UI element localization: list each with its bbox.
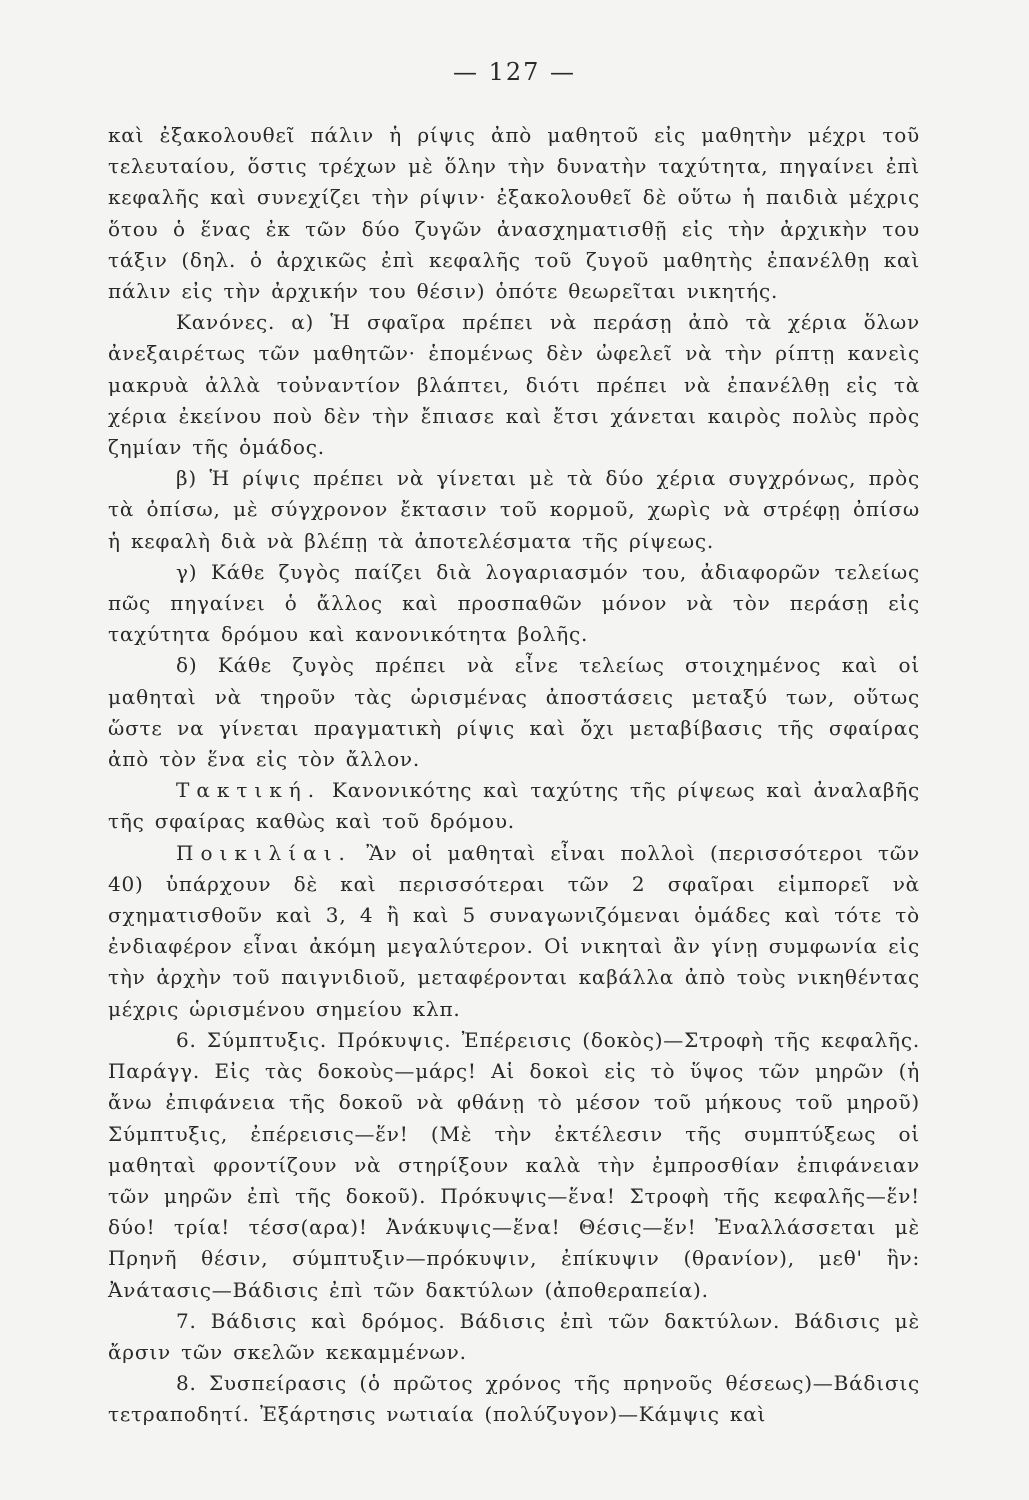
page-body (108, 120, 920, 1431)
paragraph-rules-d: δ) Κάθε ζυγὸς πρέπει νὰ εἶνε τελείως στοιχημένος καὶ οἱ μαθηταὶ νὰ τηροῦν τὰς ὡρισμένας ἀποστάσεις μεταξύ των, οὕτως ὥστε να γίνεται πραγματικὴ ρίψις καὶ ὄχι μεταβίβασις τῆς σφαίρας ἀπὸ τὸν ἕνα εἰς τὸν ἄλλον. (108, 653, 920, 772)
tactics-heading: Τακτική. (176, 778, 322, 803)
paragraph-section-6: 6. Σύμπτυξις. Πρόκυψις. Ἐπέρεισις (δοκὸς)—Στροφὴ τῆς κεφαλῆς. Παράγγ. Εἰς τὰς δοκοὺς—μάρς! Αἱ δοκοὶ εἰς τὸ ὕψος τῶν μηρῶν (ἡ ἄνω ἐπιφάνεια τῆς δοκοῦ νὰ φθάνῃ τὸ μέσον τοῦ μήκους τοῦ μηροῦ) Σύμπτυξις, ἐπέρεισις—ἕν! (Μὲ τὴν ἐκτέλεσιν τῆς συμπτύξεως οἱ μαθηταὶ φροντίζουν νὰ στηρίξουν καλὰ τὴν ἐμπροσθίαν ἐπιφάνειαν τῶν μηρῶν ἐπὶ τῆς δοκοῦ). Πρόκυψις—ἕνα! Στροφὴ τῆς κεφαλῆς—ἕν! δύο! τρία! τέσσ(αρα)! Ἀνάκυψις—ἕνα! Θέσις—ἕν! Ἐναλλάσσεται μὲ Πρηνῆ θέσιν, σύμπτυξιν—πρόκυψιν, ἐπίκυψιν (θρανίον), μεθ' ἣν: Ἀνάτασις—Βάδισις ἐπὶ τῶν δακτύλων (ἀποθεραπεία). (108, 1027, 920, 1302)
paragraph-section-7: 7. Βάδισις καὶ δρόμος. Βάδισις ἐπὶ τῶν δακτύλων. Βάδισις μὲ ἄρσιν τῶν σκελῶν κεκαμμένων. (108, 1308, 920, 1364)
paragraph-variations (108, 838, 920, 1025)
page-number: — 127 — (452, 58, 577, 86)
paragraph-section-8: 8. Συσπείρασις (ὁ πρῶτος χρόνος τῆς πρηνοῦς θέσεως)—Βάδισις τετραποδητί. Ἐξάρτησις νωτιαία (πολύζυγον)—Κάμψις καὶ (108, 1371, 920, 1427)
tactics-text: Κανονικότης καὶ ταχύτης τῆς ρίψεως καὶ ἀναλαβῆς τῆς σφαίρας καθὼς καὶ τοῦ δρόμου. (108, 778, 920, 834)
paragraph-rules-a: Κανόνες. α) Ἡ σφαῖρα πρέπει νὰ περάσῃ ἀπὸ τὰ χέρια ὅλων ἀνεξαιρέτως τῶν μαθητῶν· ἑπομένως δὲν ὠφελεῖ νὰ τὴν ρίπτῃ κανεὶς μακρυὰ ἀλλὰ τοὐναντίον βλάπτει, διότι πρέπει νὰ ἐπανέλθῃ εἰς τὰ χέρια ἐκείνου ποὺ δὲν τὴν ἔπιασε καὶ ἔτσι χάνεται καιρὸς πολὺς πρὸς ζημίαν τῆς ὁμάδος. (108, 310, 920, 460)
paragraph-1: καὶ ἐξακολουθεῖ πάλιν ἡ ρίψις ἀπὸ μαθητοῦ εἰς μαθητὴν μέχρι τοῦ τελευταίου, ὅστις τρέχων μὲ ὅλην τὴν δυνατὴν ταχύτητα, πηγαίνει ἐπὶ κεφαλῆς καὶ συνεχίζει τὴν ρίψιν· ἐξακολουθεῖ δὲ οὕτω ἡ παιδιὰ μέχρις ὅτου ὁ ἕνας ἐκ τῶν δύο ζυγῶν ἀνασχηματισθῇ εἰς τὴν ἀρχικὴν του τάξιν (δηλ. ὁ ἀρχικῶς ἐπὶ κεφαλῆς τοῦ ζυγοῦ μαθητὴς ἐπανέλθῃ καὶ πάλιν εἰς τὴν ἀρχικήν του θέσιν) ὁπότε θεωρεῖται νικητής. (108, 123, 920, 304)
variations-heading: Ποικιλίαι. (176, 840, 352, 865)
paragraph-tactics (108, 775, 920, 837)
paragraph-rules-c: γ) Κάθε ζυγὸς παίζει διὰ λογαριασμόν του, ἀδιαφορῶν τελείως πῶς πηγαίνει ὁ ἄλλος καὶ προσπαθῶν μόνον νὰ τὸν περάσῃ εἰς ταχύτητα δρόμου καὶ κανονικότητα βολῆς. (108, 559, 920, 647)
paragraph-rules-b: β) Ἡ ρίψις πρέπει νὰ γίνεται μὲ τὰ δύο χέρια συγχρόνως, πρὸς τὰ ὀπίσω, μὲ σύγχρονον ἔκτασιν τοῦ κορμοῦ, χωρὶς νὰ στρέφῃ ὀπίσω ἡ κεφαλὴ διὰ νὰ βλέπῃ τὰ ἀποτελέσματα τῆς ρίψεως. (108, 466, 920, 553)
variations-text: Ἂν οἱ μαθηταὶ εἶναι πολλοὶ (περισσότεροι τῶν 40) ὑπάρχουν δὲ καὶ περισσότεραι τῶν 2 σφαῖραι εἱμπορεῖ νὰ σχηματισθοῦν καὶ 3, 4 ἢ καὶ 5 συναγωνιζόμεναι ὁμάδες καὶ τότε τὸ ἐνδιαφέρον εἶναι ἀκόμη μεγαλύτερον. Οἱ νικηταὶ ἂν γίνῃ συμφωνία εἰς τὴν ἀρχὴν τοῦ παιγνιδιοῦ, μεταφέρονται καβάλλα ἀπὸ τοὺς νικηθέντας μέχρις ὡρισμένου σημείου κλπ. (108, 840, 920, 1021)
